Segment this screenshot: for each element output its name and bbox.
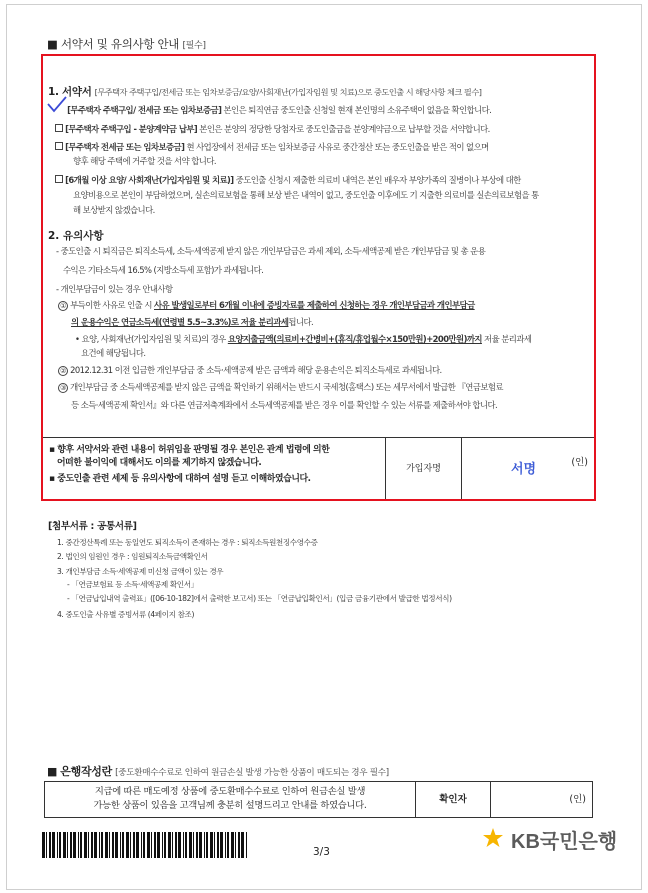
section1-note: [무주택자 주택구입/전세금 또는 임차보증금/요양/사회재난(가입자임원 및 치료)으로 중도인출 시 해당사항 체크 필수] xyxy=(94,87,482,97)
bank-text-line2: 가능한 상품이 있음을 고객님께 충분히 설명드리고 안내를 하였습니다. xyxy=(93,800,367,811)
notice-n2 xyxy=(58,364,442,376)
barcode-bar xyxy=(143,832,145,858)
barcode-bar xyxy=(199,832,202,858)
pledge-item-4-line2: 요양비용으로 본인이 부담하였으며, 실손의료보험을 통해 보상 받은 내역이 없고, 중도인출 이후에도 기 지출한 의료비를 실손의료보험을 통 xyxy=(73,190,539,200)
kb-logo xyxy=(483,824,633,860)
checkbox-1[interactable] xyxy=(57,105,65,113)
barcode-bar xyxy=(101,832,103,858)
pledge-item-3 xyxy=(55,141,489,153)
pledge-item-4-line3: 해 보상받지 않겠습니다. xyxy=(73,205,155,215)
title-text: 서약서 및 유의사항 안내 xyxy=(60,37,180,51)
barcode-bar xyxy=(162,832,163,858)
barcode-bar xyxy=(183,832,184,858)
bank-title-text: 은행작성란 xyxy=(60,765,112,778)
bank-section-title xyxy=(47,763,389,779)
pledge-item-3-line2: 향후 해당 주택에 거주할 것을 서약 합니다. xyxy=(73,156,216,166)
barcode-bar xyxy=(235,832,236,858)
barcode-bar xyxy=(109,832,110,858)
barcode-bar xyxy=(115,832,118,858)
barcode-bar xyxy=(217,832,219,858)
number-3-icon: ③ xyxy=(58,383,68,393)
notice-n3-line1 xyxy=(58,381,503,393)
pledge-item-2-text: 본인은 분양의 정당한 당첨자로 중도인출금을 분양계약금으로 납부할 것을 서약합니다. xyxy=(197,124,490,134)
checkbox-2[interactable] xyxy=(55,124,63,132)
confirmer-label: 확인자 xyxy=(416,782,491,817)
barcode-bar xyxy=(151,832,152,858)
barcode-bar xyxy=(73,832,76,858)
barcode-bar xyxy=(99,832,100,858)
seal-mark: (인) xyxy=(571,457,588,468)
pledge-line1: ▪ 향후 서약서와 관련 내용이 허위임을 판명될 경우 본인은 관계 법령에 의한 xyxy=(49,445,330,455)
number-1-icon: ① xyxy=(58,301,68,311)
barcode-bar xyxy=(246,832,247,858)
notice-n1-bold2: 의 운용수익은 연금소득세(연령별 5.5~3.3%)로 저율 분리과세 xyxy=(71,317,289,327)
barcode-bar xyxy=(57,832,58,858)
barcode-bar xyxy=(220,832,223,858)
notice-bullet-pre: • 요양, 사회재난(가입자임원 및 치료)의 경우 xyxy=(75,334,226,344)
barcode-bar xyxy=(172,832,173,858)
barcode-bar xyxy=(84,832,87,858)
subscriber-name-label: 가입자명 xyxy=(386,437,462,499)
barcode-bar xyxy=(136,832,139,858)
pledge-table xyxy=(43,437,594,499)
notice-n1-line2 xyxy=(71,316,313,328)
barcode-bar xyxy=(105,832,108,858)
barcode-bar xyxy=(67,832,68,858)
barcode-bar xyxy=(175,832,177,858)
notice-n2-text: 2012.12.31 이전 입금한 개인부담금 중 소득·세액공제 받은 금액과 해당 운용손익은 퇴직소득세로 과세됩니다. xyxy=(70,365,442,375)
notice-n3-line2: 등 소득·세액공제 확인서』와 다른 연금저축계좌에서 소득세액공제를 받은 경우 이를 확인할 수 있는 서류를 제출하셔야 합니다. xyxy=(71,400,498,410)
barcode-bar xyxy=(78,832,79,858)
pledge-item-3-bold: [무주택자 전세금 또는 임차보증금] xyxy=(65,142,185,152)
pledge-item-4 xyxy=(55,174,521,186)
checkbox-3[interactable] xyxy=(55,142,63,150)
attachment-item: 4. 중도인출 사유별 증빙서류 (4페이지 참조) xyxy=(57,610,195,619)
pledge-item-2 xyxy=(55,123,490,135)
page-number: 3/3 xyxy=(313,846,330,858)
barcode-bar xyxy=(168,832,171,858)
section-title xyxy=(47,36,206,52)
pledge-item-4-text: 중도인출 신청시 제출한 의료비 내역은 본인 배우자 부양가족의 질병이나 부상에 대한 xyxy=(233,175,521,185)
section1-heading: 1. 서약서 xyxy=(48,86,92,98)
pledge-statements xyxy=(43,437,386,499)
pledge-item-2-bold: [무주택자 주택구입 - 분양계약금 납부] xyxy=(65,124,198,134)
barcode-bar xyxy=(196,832,198,858)
kb-star-logo-icon xyxy=(483,824,633,856)
barcode-bar xyxy=(130,832,131,858)
notice-n1-line1 xyxy=(58,299,475,311)
bank-note: [중도환매수수료로 인하여 원금손실 발생 가능한 상품이 매도되는 경우 필수] xyxy=(115,768,389,778)
pledge-red-box xyxy=(41,54,596,501)
notice-bullet-bold: 요양지출금액(의료비+간병비+(휴직/휴업월수×150만원)+200만원)까지 xyxy=(227,334,482,344)
logo-text: KB국민은행 xyxy=(511,831,618,853)
attachment-item: 2. 법인의 임원인 경우 : 임원퇴직소득금액확인서 xyxy=(57,552,208,561)
notice-p1-line2: 수익은 기타소득세 16.5% (지방소득세 포함)가 과세됩니다. xyxy=(63,265,264,275)
number-2-icon: ② xyxy=(58,366,68,376)
barcode-bar xyxy=(210,832,213,858)
notice-n1-bold1: 사유 발생일로부터 6개월 이내에 증빙자료를 제출하여 신청하는 경우 개인부담금과 개인부담금 xyxy=(154,300,475,310)
section1-heading-row xyxy=(48,84,481,99)
square-bullet-icon: ■ xyxy=(47,765,58,778)
barcode-bar xyxy=(80,832,82,858)
attachment-subitem: - 「연금납입내역 출력표」([06-10-182]에서 출력한 보고서) 또는 「연금납입확인서」(입금 금융기관에서 발급한 법정서식) xyxy=(67,594,452,603)
bank-confirm-text xyxy=(45,782,416,817)
notice-n1-pre: 부득이한 사유로 인출 시 xyxy=(70,300,152,310)
barcode-bar xyxy=(91,832,93,858)
barcode-bar xyxy=(206,832,208,858)
barcode-bar xyxy=(185,832,187,858)
barcode-bar xyxy=(112,832,114,858)
pledge-item-1-text: 본인은 퇴직연금 중도인출 신청일 현재 본인명의 소유주택이 없음을 확인합니다. xyxy=(221,105,492,115)
notice-bullet-post: 저율 분리과세 xyxy=(481,334,532,344)
barcode-bar xyxy=(59,832,61,858)
barcode-bar xyxy=(63,832,66,858)
barcode-bar xyxy=(88,832,89,858)
barcode-bar xyxy=(214,832,215,858)
signature-text: 서명 xyxy=(511,462,537,477)
bank-text-line1: 지급에 따른 매도예정 상품에 중도환매수수료로 인하여 원금손실 발생 xyxy=(94,786,366,797)
barcode-bar xyxy=(122,832,124,858)
barcode-bar xyxy=(133,832,135,858)
signature-field[interactable] xyxy=(462,437,594,499)
barcode-bar xyxy=(141,832,142,858)
barcode-bar xyxy=(241,832,244,858)
barcode-bar xyxy=(42,832,45,858)
notice-bullet-line2: 요건에 해당됩니다. xyxy=(81,348,146,358)
notice-n3-text: 개인부담금 중 소득세액공제를 받지 않은 금액을 확인하기 위해서는 반드시 국세청(홈택스) 또는 세무서에서 발급한 『연금보험료 xyxy=(70,382,503,392)
barcode-bar xyxy=(238,832,240,858)
barcode xyxy=(42,832,250,858)
barcode-bar xyxy=(46,832,47,858)
notice-bullet-line1 xyxy=(75,333,531,345)
pledge-item-1-bold: [무주택자 주택구입/ 전세금 또는 임차보증금] xyxy=(67,105,222,115)
pledge-item-4-bold: [6개월 이상 요양/ 사회재난(가입자임원 및 치료)] xyxy=(65,175,234,185)
barcode-bar xyxy=(157,832,160,858)
pledge-line2: 어떠한 불이익에 대해서도 이의를 제기하지 않겠습니다. xyxy=(57,458,262,468)
barcode-bar xyxy=(147,832,150,858)
bank-table xyxy=(44,781,593,818)
section2-heading: 2. 유의사항 xyxy=(48,230,104,242)
required-tag: [필수] xyxy=(182,41,206,51)
barcode-bar xyxy=(49,832,51,858)
barcode-bar xyxy=(126,832,129,858)
attachment-item: 3. 개인부담금 소득·세액공제 미신청 금액이 있는 경우 xyxy=(57,567,224,576)
attachment-item: 1. 중간정산특례 또는 동일연도 퇴직소득이 존재하는 경우 : 퇴직소득원천징수영수증 xyxy=(57,538,318,547)
pledge-item-3-text: 현 사업장에서 전세금 또는 임차보증금 사유로 중간정산 또는 중도인출을 받은 적이 없으며 xyxy=(184,142,489,152)
pledge-line3: ▪ 중도인출 관련 세제 등 유의사항에 대하여 설명 듣고 이해하였습니다. xyxy=(49,474,311,484)
square-bullet-icon: ■ xyxy=(47,37,58,51)
notice-p2: - 개인부담금이 있는 경우 안내사항 xyxy=(56,284,173,294)
barcode-bar xyxy=(52,832,55,858)
barcode-bar xyxy=(164,832,166,858)
barcode-bar xyxy=(70,832,72,858)
barcode-bar xyxy=(189,832,192,858)
checkbox-4[interactable] xyxy=(55,175,63,183)
barcode-bar xyxy=(227,832,229,858)
barcode-bar xyxy=(193,832,194,858)
notice-p1-line1: - 중도인출 시 퇴직금은 퇴직소득세, 소득·세액공제 받지 않은 개인부담금은 과세 제외, 소득·세액공제 받은 개인부담금 및 총 운용 xyxy=(56,246,486,256)
notice-n1-post: 됩니다. xyxy=(288,317,314,327)
attachment-subitem: - 「연금보험료 등 소득·세액공제 확인서」 xyxy=(67,580,198,589)
confirmer-seal-field[interactable]: (인) xyxy=(569,794,586,805)
barcode-bar xyxy=(120,832,121,858)
pledge-item-1 xyxy=(57,104,491,116)
barcode-bar xyxy=(225,832,226,858)
barcode-bar xyxy=(154,832,156,858)
attachments-title: [첨부서류 : 공통서류] xyxy=(48,521,137,532)
barcode-bar xyxy=(204,832,205,858)
barcode-bar xyxy=(231,832,234,858)
barcode-bar xyxy=(178,832,181,858)
barcode-bar xyxy=(94,832,97,858)
